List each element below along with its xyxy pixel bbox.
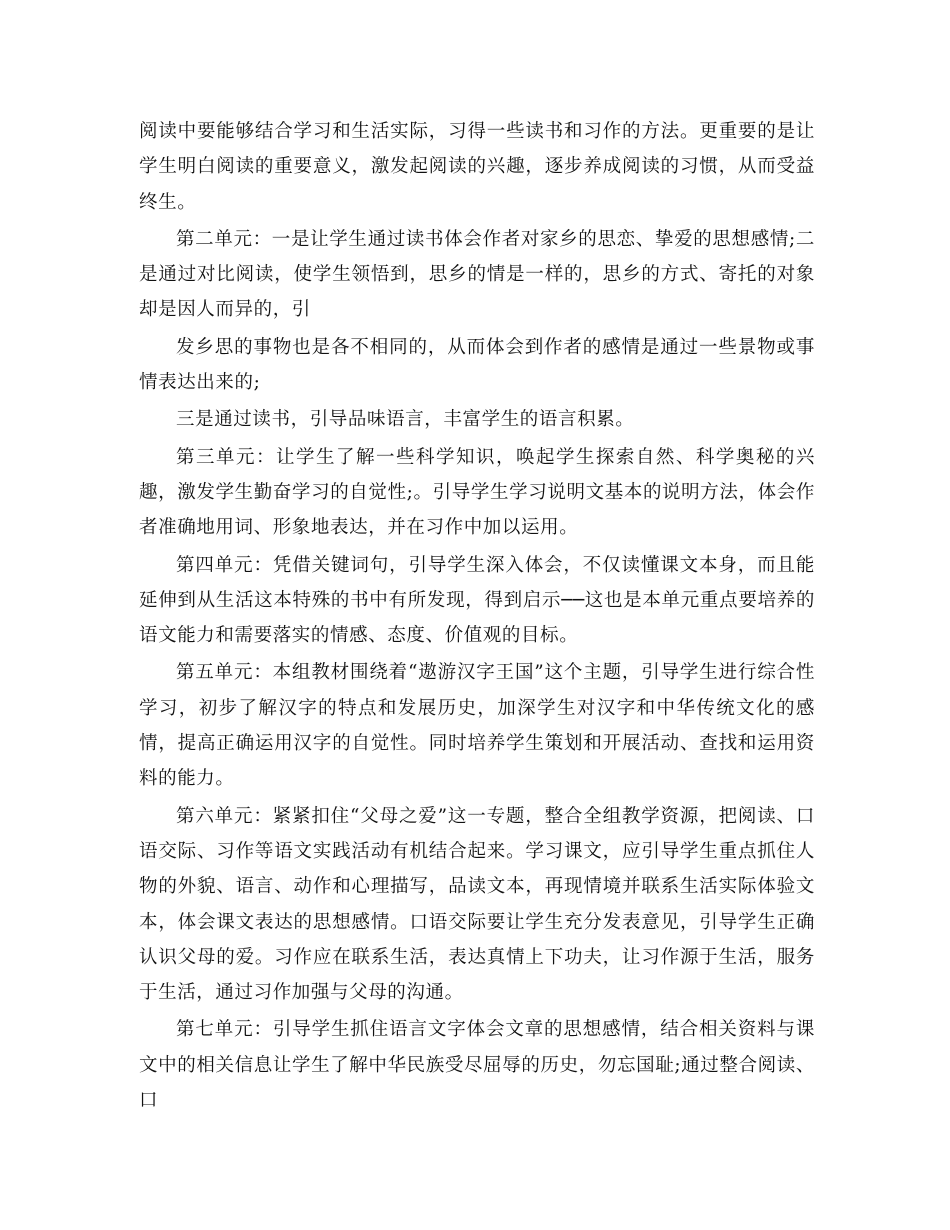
paragraph-unit-2-continued: 发乡思的事物也是各不相同的，从而体会到作者的感情是通过一些景物或事情表达出来的;	[139, 336, 815, 394]
paragraph-unit-4: 第四单元：凭借关键词句，引导学生深入体会，不仅读懂课文本身，而且能延伸到从生活这本特殊的书中有所发现，得到启示──这也是本单元重点要培养的语文能力和需要落实的情感、态度、价值观的目标。	[139, 554, 815, 647]
paragraph-intro-continued: 阅读中要能够结合学习和生活实际，习得一些读书和习作的方法。更重要的是让学生明白阅读的重要意义，激发起阅读的兴趣，逐步养成阅读的习惯，从而受益终生。	[139, 121, 815, 213]
paragraph-unit-2-point-3: 三是通过读书，引导品味语言，丰富学生的语言积累。	[176, 409, 635, 431]
document-body	[139, 114, 815, 1120]
paragraph-unit-5: 第五单元：本组教材围绕着“遨游汉字王国”这个主题，引导学生进行综合性学习，初步了解汉字的特点和发展历史，加深学生对汉字和中华传统文化的感情，提高正确运用汉字的自觉性。同时培养学生策划和开展活动、查找和运用资料的能力。	[139, 662, 815, 790]
paragraph-unit-3: 第三单元：让学生了解一些科学知识，唤起学生探索自然、科学奥秘的兴趣，激发学生勤奋学习的自觉性;。引导学生学习说明文基本的说明方法，体会作者准确地用词、形象地表达，并在习作中加以运用。	[139, 446, 815, 539]
paragraph-unit-7: 第七单元：引导学生抓住语言文字体会文章的思想感情，结合相关资料与课文中的相关信息让学生了解中华民族受尽屈辱的历史，勿忘国耻;通过整合阅读、口	[139, 1019, 815, 1112]
paragraph-unit-6: 第六单元：紧紧扣住“父母之爱”这一专题，整合全组教学资源，把阅读、口语交际、习作等语文实践活动有机结合起来。学习课文，应引导学生重点抓住人物的外貌、语言、动作和心理描写，品读文本，再现情境并联系生活实际体验文本，体会课文表达的思想感情。口语交际要让学生充分发表意见，引导学生正确认识父母的爱。习作应在联系生活，表达真情上下功夫，让习作源于生活，服务于生活，通过习作加强与父母的沟通。	[139, 805, 815, 1004]
paragraph-unit-2: 第二单元：一是让学生通过读书体会作者对家乡的思恋、挚爱的思想感情;二是通过对比阅读，使学生领悟到，思乡的情是一样的，思乡的方式、寄托的对象却是因人而异的，引	[139, 228, 815, 321]
